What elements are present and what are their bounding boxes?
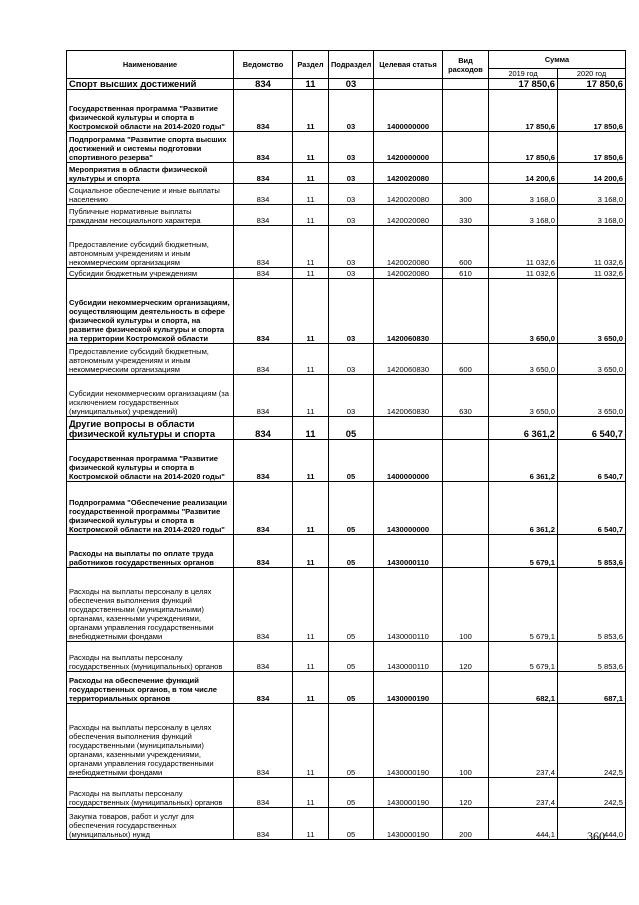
cell-vedomstvo: 834	[234, 268, 293, 279]
cell-target: 1430000190	[374, 808, 443, 840]
cell-target	[374, 79, 443, 90]
header-2020: 2020 год	[558, 69, 626, 79]
cell-vedomstvo: 834	[234, 90, 293, 132]
cell-podrazdel: 03	[329, 279, 374, 344]
table-row	[67, 535, 626, 568]
cell-name: Подпрограмма "Развитие спорта высших достижений и системы подготовки спортивного резерва"	[67, 132, 234, 163]
cell-target: 1400000000	[374, 440, 443, 482]
table-row	[67, 205, 626, 226]
table-row	[67, 132, 626, 163]
table-row	[67, 672, 626, 704]
cell-sum-2020: 5 853,6	[558, 642, 626, 672]
cell-vedomstvo: 834	[234, 672, 293, 704]
cell-target: 1420020080	[374, 184, 443, 205]
cell-sum-2020: 5 853,6	[558, 535, 626, 568]
cell-sum-2020: 3 168,0	[558, 205, 626, 226]
cell-vedomstvo: 834	[234, 808, 293, 840]
header-sum: Сумма	[489, 51, 626, 69]
cell-sum-2019: 17 850,6	[489, 90, 558, 132]
cell-sum-2020: 17 850,6	[558, 132, 626, 163]
cell-vid: 600	[443, 226, 489, 268]
cell-podrazdel: 03	[329, 184, 374, 205]
cell-vedomstvo: 834	[234, 163, 293, 184]
cell-target: 1430000000	[374, 482, 443, 535]
cell-podrazdel: 05	[329, 642, 374, 672]
table-row	[67, 642, 626, 672]
table-row	[67, 417, 626, 440]
cell-razdel: 11	[293, 279, 329, 344]
cell-target: 1400000000	[374, 90, 443, 132]
cell-name: Другие вопросы в области физической культуры и спорта	[67, 417, 234, 440]
cell-razdel: 11	[293, 226, 329, 268]
cell-sum-2020: 11 032,6	[558, 268, 626, 279]
cell-podrazdel: 03	[329, 132, 374, 163]
cell-podrazdel: 03	[329, 163, 374, 184]
cell-vid	[443, 482, 489, 535]
cell-sum-2019: 237,4	[489, 778, 558, 808]
cell-sum-2020: 5 853,6	[558, 568, 626, 642]
cell-target: 1420060830	[374, 375, 443, 417]
cell-name: Закупка товаров, работ и услуг для обеспечения государственных (муниципальных) нужд	[67, 808, 234, 840]
header-target: Целевая статья	[374, 51, 443, 79]
table-row	[67, 344, 626, 375]
cell-sum-2019: 3 650,0	[489, 279, 558, 344]
cell-sum-2020: 17 850,6	[558, 79, 626, 90]
cell-podrazdel: 03	[329, 344, 374, 375]
cell-name: Спорт высших достижений	[67, 79, 234, 90]
cell-sum-2019: 6 361,2	[489, 440, 558, 482]
table-row	[67, 90, 626, 132]
header-name: Наименование	[67, 51, 234, 79]
cell-name: Субсидии некоммерческим организациям, осуществляющим деятельность в сфере физической культуры и спорта, на развитие физической культуры и спорта на территории Костромской области	[67, 279, 234, 344]
cell-razdel: 11	[293, 79, 329, 90]
table-row	[67, 778, 626, 808]
cell-target: 1430000110	[374, 535, 443, 568]
table-row	[67, 279, 626, 344]
cell-sum-2019: 682,1	[489, 672, 558, 704]
cell-sum-2020: 6 540,7	[558, 482, 626, 535]
cell-vedomstvo: 834	[234, 440, 293, 482]
cell-podrazdel: 03	[329, 375, 374, 417]
table-row	[67, 704, 626, 778]
cell-vid	[443, 90, 489, 132]
cell-razdel: 11	[293, 440, 329, 482]
cell-sum-2020: 11 032,6	[558, 226, 626, 268]
cell-podrazdel: 05	[329, 808, 374, 840]
cell-vedomstvo: 834	[234, 568, 293, 642]
cell-vid	[443, 417, 489, 440]
cell-target: 1430000110	[374, 642, 443, 672]
table-row	[67, 808, 626, 840]
cell-razdel: 11	[293, 642, 329, 672]
cell-sum-2020: 3 650,0	[558, 375, 626, 417]
cell-sum-2019: 444,1	[489, 808, 558, 840]
cell-sum-2020: 444,0	[558, 808, 626, 840]
table-row	[67, 482, 626, 535]
cell-name: Предоставление субсидий бюджетным, автономным учреждениям и иным некоммерческим организациям	[67, 344, 234, 375]
cell-vedomstvo: 834	[234, 535, 293, 568]
cell-vid	[443, 440, 489, 482]
header-razdel: Раздел	[293, 51, 329, 79]
cell-podrazdel: 05	[329, 704, 374, 778]
table-row	[67, 268, 626, 279]
cell-target: 1420020080	[374, 268, 443, 279]
cell-sum-2019: 5 679,1	[489, 568, 558, 642]
cell-name: Подпрограмма "Обеспечение реализации государственной программы "Развитие физической культуры и спорта в Костромской области на 2014-2020 годы"	[67, 482, 234, 535]
table-row	[67, 568, 626, 642]
cell-vedomstvo: 834	[234, 704, 293, 778]
cell-vid	[443, 163, 489, 184]
cell-podrazdel: 05	[329, 417, 374, 440]
cell-podrazdel: 05	[329, 672, 374, 704]
cell-sum-2020: 17 850,6	[558, 90, 626, 132]
cell-razdel: 11	[293, 375, 329, 417]
cell-razdel: 11	[293, 163, 329, 184]
cell-podrazdel: 05	[329, 778, 374, 808]
cell-name: Расходы на обеспечение функций государственных органов, в том числе территориальных органов	[67, 672, 234, 704]
cell-vid	[443, 132, 489, 163]
cell-razdel: 11	[293, 778, 329, 808]
cell-podrazdel: 05	[329, 535, 374, 568]
cell-sum-2020: 14 200,6	[558, 163, 626, 184]
cell-sum-2020: 3 168,0	[558, 184, 626, 205]
cell-sum-2020: 3 650,0	[558, 344, 626, 375]
cell-sum-2019: 3 650,0	[489, 344, 558, 375]
cell-sum-2020: 3 650,0	[558, 279, 626, 344]
cell-vedomstvo: 834	[234, 279, 293, 344]
cell-sum-2020: 242,5	[558, 704, 626, 778]
cell-vedomstvo: 834	[234, 184, 293, 205]
cell-podrazdel: 03	[329, 268, 374, 279]
cell-sum-2019: 3 168,0	[489, 205, 558, 226]
cell-target: 1430000110	[374, 568, 443, 642]
cell-razdel: 11	[293, 205, 329, 226]
cell-sum-2020: 687,1	[558, 672, 626, 704]
cell-vedomstvo: 834	[234, 205, 293, 226]
cell-vid: 600	[443, 344, 489, 375]
cell-podrazdel: 03	[329, 90, 374, 132]
cell-razdel: 11	[293, 132, 329, 163]
budget-table	[66, 50, 626, 840]
page-number: 360	[587, 829, 605, 843]
cell-vedomstvo: 834	[234, 344, 293, 375]
cell-name: Государственная программа "Развитие физической культуры и спорта в Костромской области на 2014-2020 годы"	[67, 440, 234, 482]
cell-target: 1430000190	[374, 704, 443, 778]
cell-vid: 100	[443, 568, 489, 642]
cell-vedomstvo: 834	[234, 417, 293, 440]
cell-target: 1430000190	[374, 672, 443, 704]
cell-razdel: 11	[293, 184, 329, 205]
cell-target: 1420000000	[374, 132, 443, 163]
cell-vid: 120	[443, 778, 489, 808]
cell-target	[374, 417, 443, 440]
cell-name: Государственная программа "Развитие физической культуры и спорта в Костромской области на 2014-2020 годы"	[67, 90, 234, 132]
table-row	[67, 440, 626, 482]
cell-razdel: 11	[293, 417, 329, 440]
cell-podrazdel: 05	[329, 440, 374, 482]
cell-vid: 100	[443, 704, 489, 778]
cell-name: Мероприятия в области физической культуры и спорта	[67, 163, 234, 184]
cell-razdel: 11	[293, 672, 329, 704]
cell-vid: 200	[443, 808, 489, 840]
cell-name: Расходы на выплаты персоналу в целях обеспечения выполнения функций государственными (муниципальными) органами, казенными учреждениями, органами управления государственными внебюджетными фондами	[67, 568, 234, 642]
header-vedomstvo: Ведомство	[234, 51, 293, 79]
cell-razdel: 11	[293, 704, 329, 778]
table-row	[67, 184, 626, 205]
cell-razdel: 11	[293, 344, 329, 375]
cell-target: 1420060830	[374, 344, 443, 375]
cell-vid	[443, 535, 489, 568]
cell-vid: 610	[443, 268, 489, 279]
cell-name: Предоставление субсидий бюджетным, автономным учреждениям и иным некоммерческим организациям	[67, 226, 234, 268]
cell-sum-2019: 3 650,0	[489, 375, 558, 417]
cell-name: Социальное обеспечение и иные выплаты населению	[67, 184, 234, 205]
cell-vid: 120	[443, 642, 489, 672]
cell-vedomstvo: 834	[234, 778, 293, 808]
cell-name: Расходы на выплаты персоналу государственных (муниципальных) органов	[67, 778, 234, 808]
table-body	[67, 79, 626, 840]
cell-vedomstvo: 834	[234, 226, 293, 268]
cell-razdel: 11	[293, 568, 329, 642]
cell-podrazdel: 05	[329, 482, 374, 535]
cell-vid	[443, 672, 489, 704]
cell-target: 1420020080	[374, 205, 443, 226]
cell-razdel: 11	[293, 535, 329, 568]
cell-podrazdel: 03	[329, 205, 374, 226]
cell-vid: 300	[443, 184, 489, 205]
cell-sum-2019: 6 361,2	[489, 417, 558, 440]
cell-name: Субсидии бюджетным учреждениям	[67, 268, 234, 279]
cell-sum-2019: 17 850,6	[489, 132, 558, 163]
cell-podrazdel: 05	[329, 568, 374, 642]
cell-sum-2019: 14 200,6	[489, 163, 558, 184]
cell-target: 1430000190	[374, 778, 443, 808]
cell-podrazdel: 03	[329, 79, 374, 90]
header-podrazdel: Подраздел	[329, 51, 374, 79]
cell-sum-2019: 5 679,1	[489, 642, 558, 672]
cell-razdel: 11	[293, 90, 329, 132]
cell-sum-2020: 6 540,7	[558, 440, 626, 482]
cell-sum-2019: 11 032,6	[489, 226, 558, 268]
cell-target: 1420060830	[374, 279, 443, 344]
cell-sum-2019: 11 032,6	[489, 268, 558, 279]
cell-vedomstvo: 834	[234, 132, 293, 163]
cell-sum-2019: 6 361,2	[489, 482, 558, 535]
cell-vedomstvo: 834	[234, 482, 293, 535]
table-row	[67, 163, 626, 184]
cell-vid: 330	[443, 205, 489, 226]
header-2019: 2019 год	[489, 69, 558, 79]
cell-razdel: 11	[293, 482, 329, 535]
cell-sum-2019: 3 168,0	[489, 184, 558, 205]
cell-sum-2020: 242,5	[558, 778, 626, 808]
cell-razdel: 11	[293, 808, 329, 840]
cell-sum-2019: 17 850,6	[489, 79, 558, 90]
cell-target: 1420020080	[374, 226, 443, 268]
cell-sum-2019: 5 679,1	[489, 535, 558, 568]
cell-sum-2020: 6 540,7	[558, 417, 626, 440]
cell-name: Субсидии некоммерческим организациям (за исключением государственных (муниципальных) учреждений)	[67, 375, 234, 417]
cell-vedomstvo: 834	[234, 642, 293, 672]
table-row	[67, 375, 626, 417]
cell-razdel: 11	[293, 268, 329, 279]
cell-vid: 630	[443, 375, 489, 417]
cell-name: Расходы на выплаты персоналу государственных (муниципальных) органов	[67, 642, 234, 672]
cell-vid	[443, 79, 489, 90]
cell-vedomstvo: 834	[234, 375, 293, 417]
cell-name: Публичные нормативные выплаты гражданам несоциального характера	[67, 205, 234, 226]
cell-vedomstvo: 834	[234, 79, 293, 90]
cell-sum-2019: 237,4	[489, 704, 558, 778]
table-row	[67, 79, 626, 90]
cell-vid	[443, 279, 489, 344]
cell-podrazdel: 03	[329, 226, 374, 268]
cell-target: 1420020080	[374, 163, 443, 184]
header-vid: Вид расходов	[443, 51, 489, 79]
cell-name: Расходы на выплаты по оплате труда работников государственных органов	[67, 535, 234, 568]
cell-name: Расходы на выплаты персоналу в целях обеспечения выполнения функций государственными (муниципальными) органами, казенными учреждениями, органами управления государственными внебюджетными фондами	[67, 704, 234, 778]
table-row	[67, 226, 626, 268]
